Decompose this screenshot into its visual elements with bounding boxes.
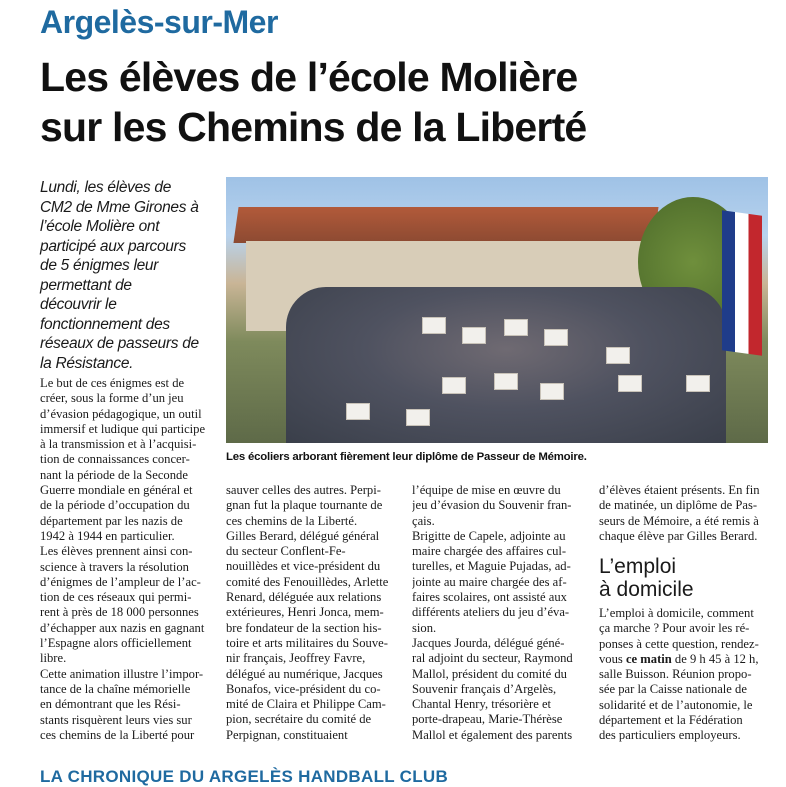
body-line: Les élèves prennent ainsi con- <box>40 544 193 559</box>
brief-subhead <box>599 555 694 601</box>
photo-flag <box>722 210 762 356</box>
body-line: faires scolaires, ont assisté aux <box>412 590 567 605</box>
photo-diploma <box>406 409 430 426</box>
article-photo <box>226 177 768 443</box>
brief-body <box>599 606 771 744</box>
body-text: de 9 h 45 à 12 h, <box>671 651 759 666</box>
body-line: Cette animation illustre l’impor- <box>40 666 204 681</box>
article-column-2 <box>226 483 398 743</box>
body-text: vous <box>599 651 626 666</box>
body-line: Perpignan, constituaient <box>226 727 348 742</box>
body-line: Gilles Berard, délégué général <box>226 528 380 543</box>
intro-line: réseaux de passeurs de <box>40 335 199 352</box>
body-line: de matinée, un diplôme de Pas- <box>599 498 758 513</box>
body-line: Mallol, président du comité du <box>412 666 567 681</box>
body-line: rent à près de 18 000 personnes <box>40 605 199 620</box>
body-line: ponses à cette question, rendez- <box>599 636 759 651</box>
body-line: du secteur Conflent-Fe- <box>226 544 346 559</box>
body-line: sauver celles des autres. Perpi- <box>226 483 381 497</box>
body-line: pion, secrétaire du comité de <box>226 712 372 727</box>
body-line: comité des Fenouillèdes, Arlette <box>226 574 389 589</box>
photo-diploma <box>606 347 630 364</box>
body-line: d’énigmes de l’ampleur de l’ac- <box>40 574 201 589</box>
body-line: libre. <box>40 651 67 666</box>
body-line: science à travers la résolution <box>40 559 189 574</box>
body-line: de la période d’occupation du <box>40 498 190 513</box>
body-line: chaque élève par Gilles Berard. <box>599 528 758 543</box>
body-line: immersif et ludique qui participe <box>40 421 206 436</box>
photo-diploma <box>346 403 370 420</box>
body-line: mité de Claira et Philippe Cam- <box>226 697 386 712</box>
photo-diploma <box>544 329 568 346</box>
intro-line: fonctionnement des <box>40 315 170 333</box>
emphasis-text: ce matin <box>625 651 672 666</box>
body-line: toire et arts militaires du Souve- <box>226 635 388 650</box>
body-line: jointe au maire chargée des af- <box>412 574 567 589</box>
body-line: salle Buisson. Réunion propo- <box>599 667 752 682</box>
body-line <box>599 652 771 667</box>
body-line: tion de connaissances concer- <box>40 452 190 467</box>
body-line: gnan fut la plaque tournante de <box>226 498 383 513</box>
body-line: Brigitte de Capele, adjointe au <box>412 528 566 543</box>
body-line: Mallol et également des parents <box>412 727 573 742</box>
body-line: Bonafos, vice-président du co- <box>226 681 381 696</box>
section-kicker: Argelès-sur-Mer <box>40 4 278 40</box>
body-line: ces chemins de la Liberté. <box>226 513 358 528</box>
body-line: Le but de ces énigmes est de <box>40 376 185 390</box>
photo-diploma <box>504 319 528 336</box>
intro-line: participé aux parcours <box>40 237 186 255</box>
photo-diploma <box>462 327 486 344</box>
article-column-1 <box>40 376 210 743</box>
photo-diploma <box>442 377 466 394</box>
body-line: créer, sous la forme d’un jeu <box>40 391 184 406</box>
body-line: tance de la chaîne mémorielle <box>40 681 191 696</box>
intro-line: découvrir le <box>40 296 117 313</box>
body-line: différents ateliers du jeu d’éva- <box>412 605 570 620</box>
body-line: stants risquèrent leurs vies sur <box>40 712 192 727</box>
intro-line: Lundi, les élèves de <box>40 179 172 196</box>
body-line: d’évasion pédagogique, un outil <box>40 406 202 421</box>
body-line: Souvenir français d’Argelès, <box>412 681 557 696</box>
article-column-4 <box>599 483 771 544</box>
body-line: Renard, déléguée aux relations <box>226 590 382 605</box>
headline-line: Les élèves de l’école Molière <box>40 54 578 100</box>
body-line: des particuliers employeurs. <box>599 728 741 743</box>
body-line: département par les nazis de <box>40 513 183 528</box>
photo-diploma <box>422 317 446 334</box>
intro-line: la Résistance. <box>40 354 134 372</box>
body-line: bre fondateur de la section his- <box>226 620 382 635</box>
body-line: 1942 à 1944 en particulier. <box>40 528 175 543</box>
body-line: L’emploi à domicile, comment <box>599 606 754 620</box>
photo-diploma <box>494 373 518 390</box>
body-line: tion de ces réseaux qui permi- <box>40 590 192 605</box>
body-line: délégué au numérique, Jacques <box>226 666 383 681</box>
body-line: maire chargée des affaires cul- <box>412 544 567 559</box>
intro-lede <box>40 178 220 373</box>
body-line: sée par la Caisse nationale de <box>599 682 747 697</box>
photo-caption: Les écoliers arborant fièrement leur diplôme de Passeur de Mémoire. <box>226 451 587 463</box>
subhead-line: L’emploi <box>599 555 677 578</box>
intro-line: CM2 de Mme Girones à <box>40 198 199 216</box>
photo-roof <box>233 207 658 243</box>
article-column-3 <box>412 483 584 743</box>
body-line: d’échapper aux nazis en gagnant <box>40 620 205 635</box>
body-line: extérieures, Henri Jonca, mem- <box>226 605 384 620</box>
body-line: l’équipe de mise en œuvre du <box>412 483 561 497</box>
body-line: l’Espagne alors officiellement <box>40 636 192 651</box>
intro-line: de 5 énigmes leur <box>40 257 159 274</box>
photo-diploma <box>686 375 710 392</box>
body-line: ça marche ? Pour avoir les ré- <box>599 621 750 636</box>
body-line: sion. <box>412 620 437 635</box>
body-line: en démontrant que les Rési- <box>40 697 181 712</box>
body-line: porte-drapeau, Marie-Thérèse <box>412 712 563 727</box>
body-line: seurs de Mémoire, a été remis à <box>599 513 759 528</box>
body-line: département et la Fédération <box>599 713 743 728</box>
body-line: jeu d’évasion du Souvenir fran- <box>412 498 572 513</box>
body-line: nant la période de la Seconde <box>40 467 188 482</box>
intro-line: permettant de <box>40 276 132 294</box>
intro-line: l’école Molière ont <box>40 218 160 235</box>
subhead-line: à domicile <box>599 578 694 601</box>
body-line: Chantal Henry, trésorière et <box>412 697 552 712</box>
body-line: çais. <box>412 513 435 528</box>
body-line: ces chemins de la Liberté pour <box>40 727 195 742</box>
body-line: d’élèves étaient présents. En fin <box>599 483 760 497</box>
headline <box>40 52 586 152</box>
body-line: nouillèdes et vice-président du <box>226 559 381 574</box>
body-line: nir français, Jeoffrey Favre, <box>226 651 366 666</box>
next-section-heading: LA CHRONIQUE DU ARGELÈS HANDBALL CLUB <box>40 767 449 786</box>
body-line: ral adjoint du secteur, Raymond <box>412 651 573 666</box>
headline-line: sur les Chemins de la Liberté <box>40 104 587 150</box>
body-line: turelles, et Maguie Pujadas, ad- <box>412 559 571 574</box>
photo-diploma <box>540 383 564 400</box>
photo-diploma <box>618 375 642 392</box>
body-line: Guerre mondiale en général et <box>40 483 193 498</box>
body-line: Jacques Jourda, délégué géné- <box>412 635 565 650</box>
body-line: à la transmission et à l’acquisi- <box>40 437 197 452</box>
body-line: solidarité et de l’autonomie, le <box>599 697 753 712</box>
